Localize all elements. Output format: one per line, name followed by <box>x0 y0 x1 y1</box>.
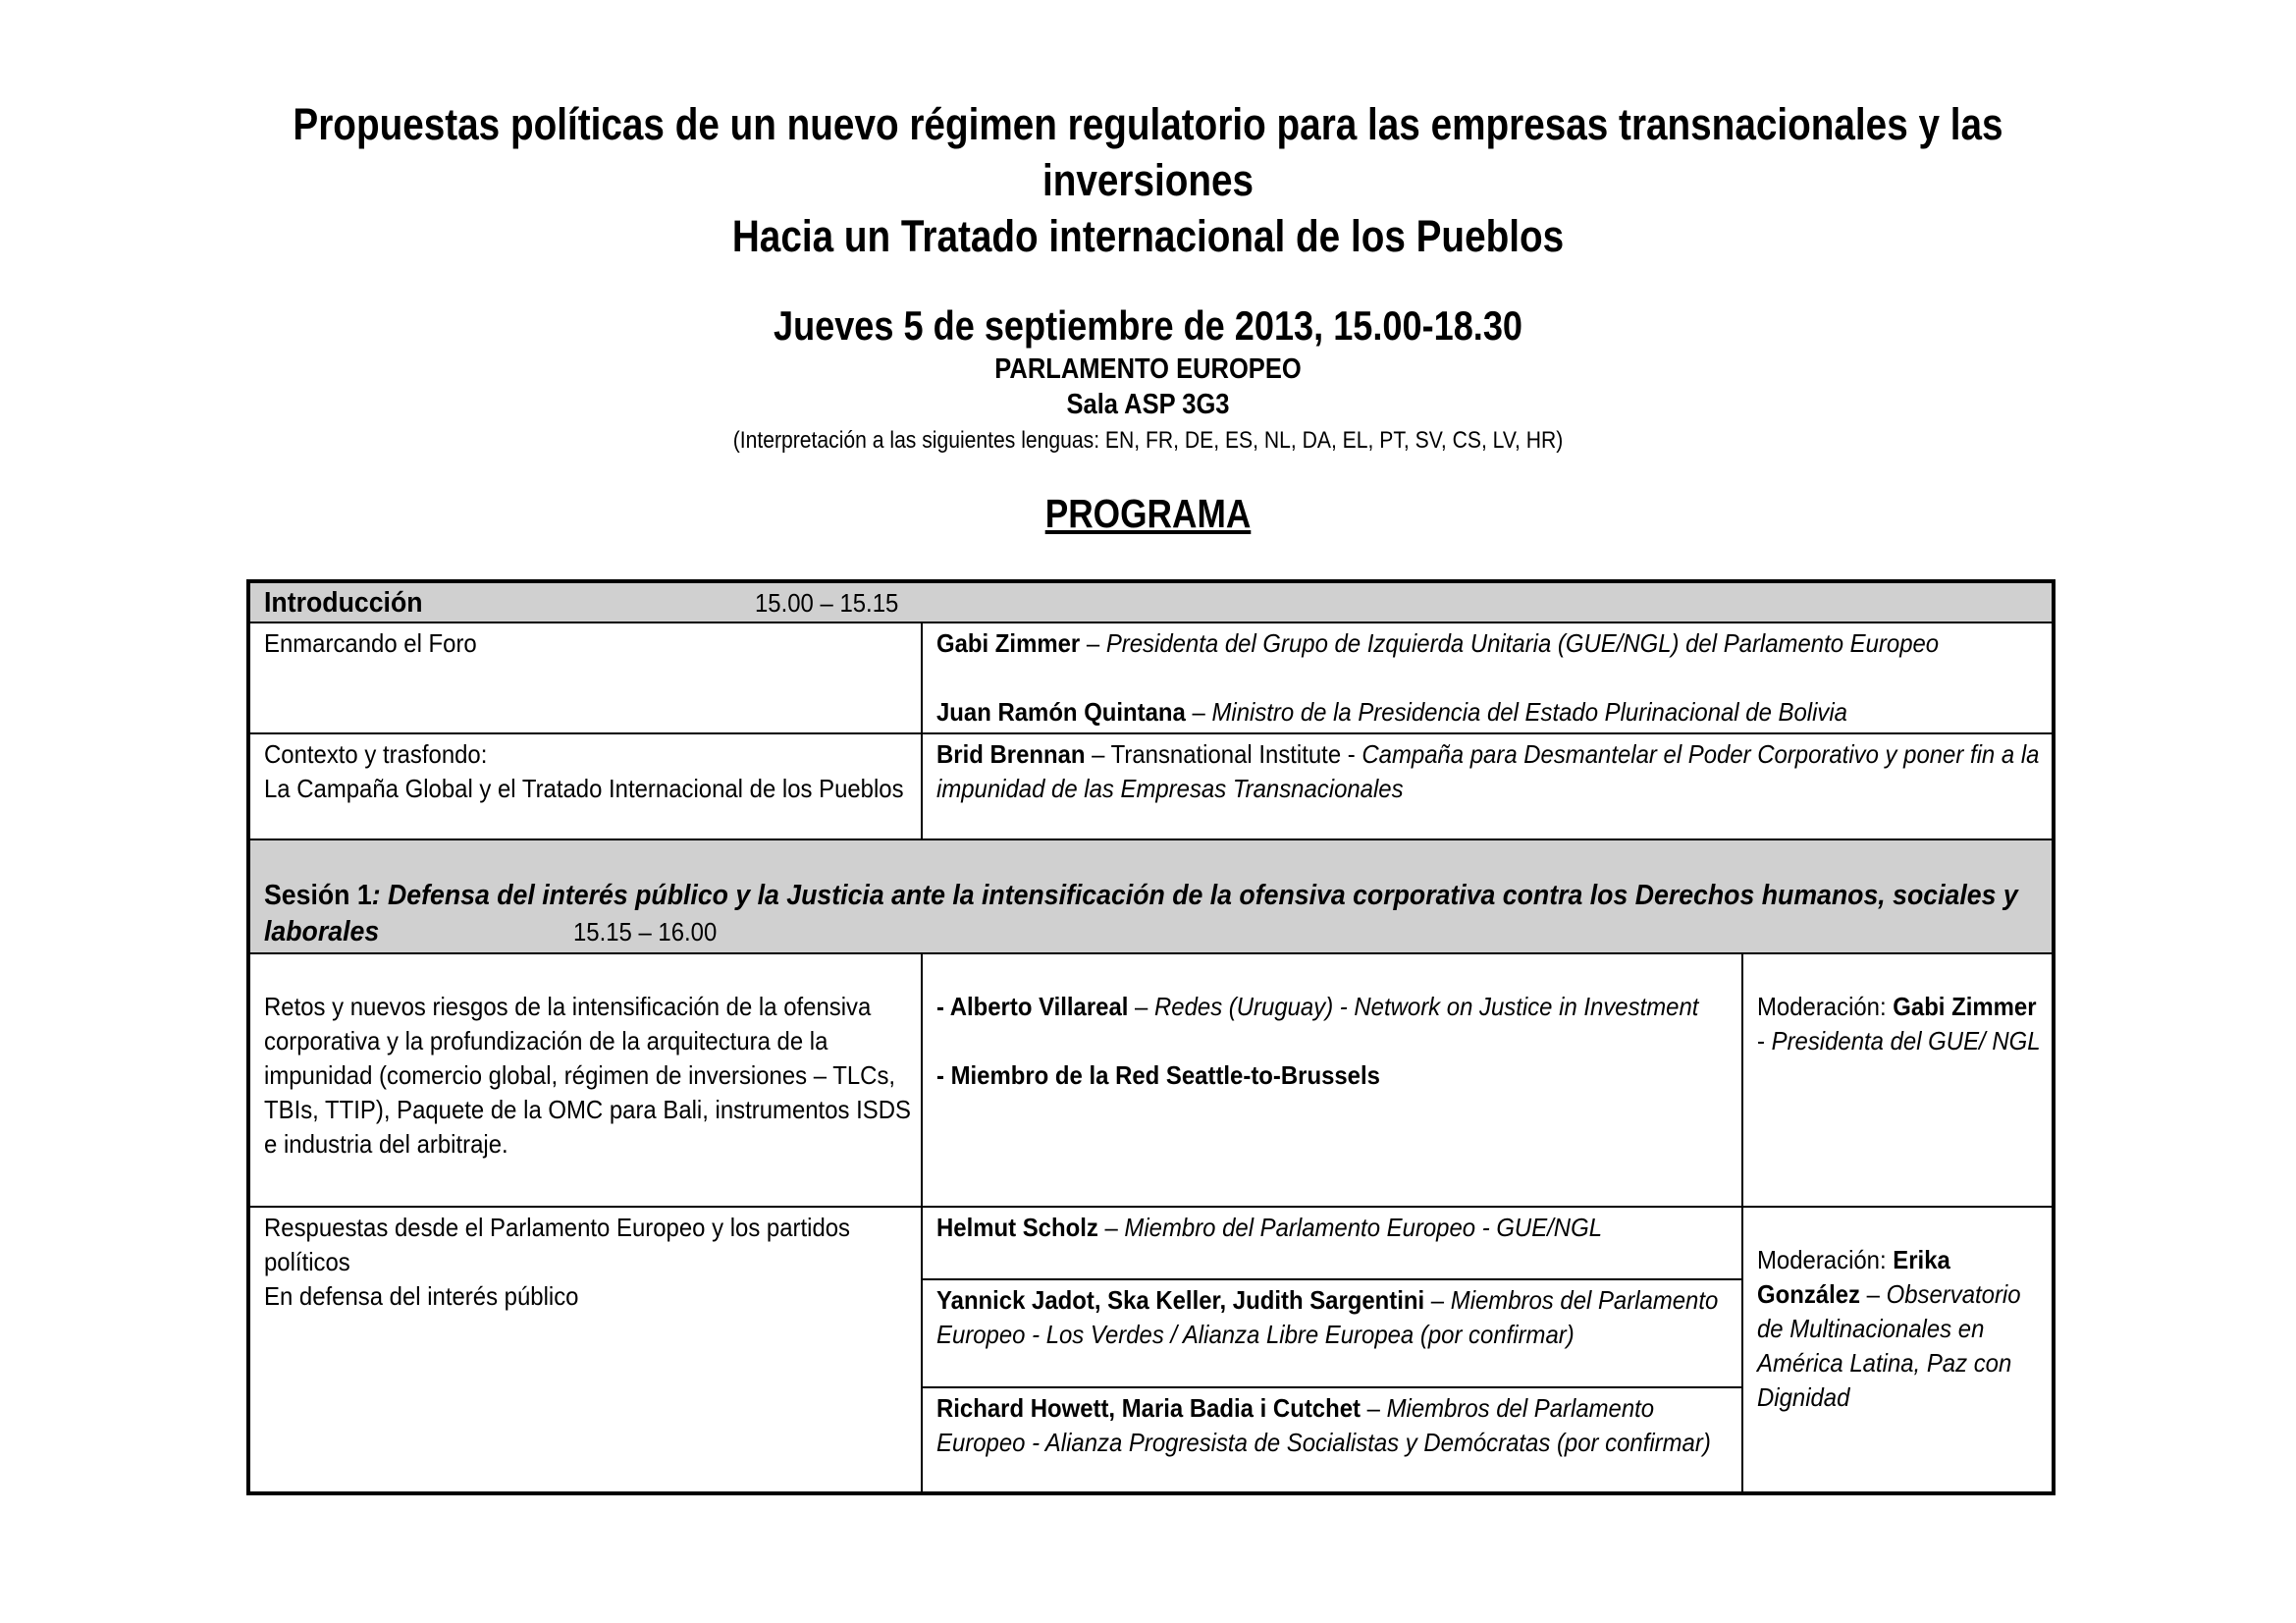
intro-time: 15.00 – 15.15 <box>755 588 899 618</box>
topic-cell <box>248 733 922 839</box>
topic-text: La Campaña Global y el Tratado Internacional de los Pueblos <box>264 774 904 803</box>
speaker-role: Miembros del Parlamento Europeo - Alianza Progresista de Socialistas y Demócratas (por confirmar) <box>936 1393 1711 1457</box>
speaker-name: Juan Ramón Quintana <box>936 697 1186 727</box>
table-row <box>248 953 2054 1207</box>
topic-text: En defensa del interés público <box>264 1281 579 1311</box>
session1-title: : Defensa del interés público y la Justicia ante la intensificación de la ofensiva corporativa contra los Derechos humanos, sociales y laborales <box>264 880 2018 947</box>
speaker-org: – Transnational Institute - <box>1085 739 1362 769</box>
event-venue: PARLAMENTO EUROPEO <box>994 353 1302 385</box>
speaker-role: Miembros del Parlamento Europeo - Los Verdes / Alianza Libre Europea (por confirmar) <box>936 1285 1719 1349</box>
intro-header <box>248 581 2054 622</box>
session1-header <box>248 839 2054 953</box>
moderation-label: Moderación: <box>1757 1245 1894 1274</box>
moderator-name: Erika González <box>1757 1245 1950 1309</box>
topic-text: Enmarcando el Foro <box>264 628 477 658</box>
topic-cell <box>248 1207 922 1493</box>
event-room: Sala ASP 3G3 <box>1066 389 1230 420</box>
moderator-role: Presidenta del GUE/ NGL <box>1771 1026 2041 1055</box>
session1-header-row <box>248 839 2054 953</box>
speakers-cell: Richard Howett, Maria Badia i Cutchet – Miembros del Parlamento Europeo - Alianza Progresista de Socialistas y Demócratas (por confirmar) <box>922 1387 1742 1493</box>
program-table <box>246 579 2056 1495</box>
topic-text: Respuestas desde el Parlamento Europeo y los partidos políticos <box>264 1213 851 1276</box>
table-row <box>248 733 2054 839</box>
title-line-3: Hacia un Tratado internacional de los Pueblos <box>731 211 1565 261</box>
programa-heading: PROGRAMA <box>1044 491 1252 536</box>
interpretation-note: (Interpretación a las siguientes lenguas: EN, FR, DE, ES, NL, DA, EL, PT, SV, CS, LV, HR) <box>732 427 1564 454</box>
speaker-role: Presidenta del Grupo de Izquierda Unitaria (GUE/NGL) del Parlamento Europeo <box>1105 628 1940 658</box>
moderation-label: Moderación: <box>1757 992 1894 1021</box>
speaker-name: - Alberto Villareal <box>936 992 1129 1021</box>
moderation-cell: Moderación: Erika González – Observatorio de Multinacionales en América Latina, Paz con Dignidad <box>1742 1207 2054 1493</box>
speaker-role: Miembro del Parlamento Europeo - GUE/NGL <box>1124 1213 1602 1242</box>
speakers-cell: Gabi Zimmer – Presidenta del Grupo de Izquierda Unitaria (GUE/NGL) del Parlamento Europeo Juan Ramón Quintana – Ministro de la Presidencia del Estado Plurinacional de Bolivia <box>922 622 2054 733</box>
intro-header-row <box>248 581 2054 622</box>
speakers-cell <box>922 733 2054 839</box>
topic-cell <box>248 953 922 1207</box>
table-row <box>248 1207 2054 1279</box>
topic-text: Contexto y trasfondo: <box>264 739 488 769</box>
title-line-2: inversiones <box>1041 155 1255 205</box>
event-date: Jueves 5 de septiembre de 2013, 15.00-18.30 <box>773 302 1523 349</box>
title-line-1: Propuestas políticas de un nuevo régimen regulatorio para las empresas transnacionales y las <box>293 99 2003 149</box>
speaker-name: Yannick Jadot, Ska Keller, Judith Sargentini <box>936 1285 1425 1315</box>
speaker-role: Campaña para Desmantelar el Poder Corporativo y poner fin a la impunidad de las Empresas Transnacionales <box>936 739 2040 803</box>
session1-time: 15.15 – 16.00 <box>572 917 718 947</box>
topic-cell <box>248 622 922 733</box>
speakers-cell: Yannick Jadot, Ska Keller, Judith Sargentini – Miembros del Parlamento Europeo - Los Verdes / Alianza Libre Europea (por confirmar) <box>922 1279 1742 1387</box>
table-row <box>248 622 2054 733</box>
speaker-name: Helmut Scholz <box>936 1213 1098 1242</box>
speaker-role: Ministro de la Presidencia del Estado Plurinacional de Bolivia <box>1211 697 1847 727</box>
speaker-name: Brid Brennan <box>936 739 1086 769</box>
document-title <box>161 96 2136 264</box>
moderator-role: Observatorio de Multinacionales en América Latina, Paz con Dignidad <box>1757 1279 2021 1412</box>
session1-label: Sesión 1 <box>264 880 372 911</box>
speaker-name: - Miembro de la Red Seattle-to-Brussels <box>936 1060 1380 1090</box>
intro-title: Introducción <box>264 587 423 619</box>
moderator-name: Gabi Zimmer <box>1893 992 2037 1021</box>
speakers-cell: - Alberto Villareal – Redes (Uruguay) - Network on Justice in Investment - Miembro de la Red Seattle-to-Brussels <box>922 953 1742 1207</box>
speaker-name: Gabi Zimmer <box>936 628 1081 658</box>
speaker-name: Richard Howett, Maria Badia i Cutchet <box>936 1393 1361 1423</box>
speakers-cell: Helmut Scholz – Miembro del Parlamento Europeo - GUE/NGL <box>922 1207 1742 1279</box>
moderation-cell: Moderación: Gabi Zimmer - Presidenta del GUE/ NGL <box>1742 953 2054 1207</box>
topic-text: Retos y nuevos riesgos de la intensificación de la ofensiva corporativa y la profundización de la arquitectura de la impunidad (comercio global, régimen de inversiones – TLCs, TBIs, TTIP), Paquete de la OMC para Bali, instrumentos ISDS e industria del arbitraje. <box>264 992 911 1159</box>
speaker-role: Redes (Uruguay) - Network on Justice in Investment <box>1154 992 1699 1021</box>
